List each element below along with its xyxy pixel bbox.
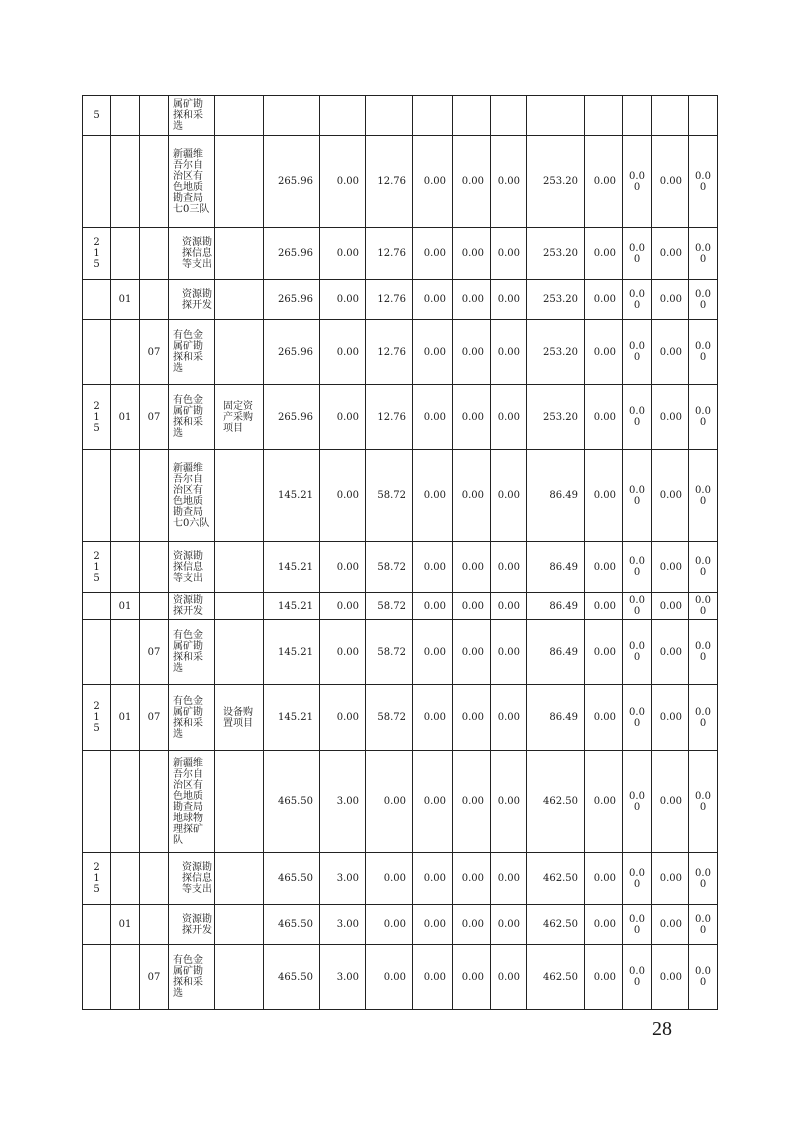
project-type-cell [215, 905, 264, 945]
amount-cell: 0.00 [652, 751, 689, 853]
item-code-cell [140, 593, 169, 620]
amount-cell: 0.00 [652, 450, 689, 542]
amount-cell: 0.00 [491, 542, 527, 593]
amount-cell: 0.00 [491, 751, 527, 853]
table-row [83, 751, 718, 853]
amount-cell: 0.00 [366, 751, 413, 853]
amount-cell: 0.00 [320, 542, 366, 593]
amount-cell: 0.00 [453, 593, 491, 620]
project-type-cell [215, 593, 264, 620]
amount-cell: 86.49 [527, 450, 585, 542]
amount-cell [491, 96, 527, 136]
amount-cell: 0.00 [453, 385, 491, 450]
amount-cell: 86.49 [527, 542, 585, 593]
total-cell: 145.21 [264, 685, 320, 751]
amount-cell: 0.00 [585, 385, 623, 450]
amount-cell: 58.72 [366, 620, 413, 685]
project-type-cell [215, 620, 264, 685]
amount-cell: 0.00 [491, 136, 527, 228]
amount-cell: 0.00 [689, 905, 718, 945]
amount-cell [689, 96, 718, 136]
amount-cell: 0.00 [652, 136, 689, 228]
amount-cell: 0.00 [623, 320, 652, 385]
project-type-cell: 设备购置项目 [215, 685, 264, 751]
amount-cell [366, 96, 413, 136]
amount-cell: 0.00 [413, 280, 453, 320]
amount-cell: 0.00 [623, 853, 652, 905]
amount-cell: 253.20 [527, 228, 585, 280]
amount-cell: 0.00 [652, 620, 689, 685]
amount-cell: 0.00 [413, 853, 453, 905]
amount-cell: 0.00 [689, 385, 718, 450]
total-cell: 145.21 [264, 542, 320, 593]
amount-cell: 0.00 [623, 751, 652, 853]
total-cell: 465.50 [264, 751, 320, 853]
project-type-cell [215, 280, 264, 320]
category-code-cell: 01 [111, 593, 140, 620]
amount-cell: 12.76 [366, 136, 413, 228]
subject-name-cell: 有色金属矿勘探和采选 [169, 945, 215, 1010]
amount-cell: 0.00 [623, 593, 652, 620]
amount-cell: 0.00 [491, 320, 527, 385]
item-code-cell [140, 136, 169, 228]
amount-cell: 0.00 [413, 593, 453, 620]
project-type-cell [215, 542, 264, 593]
class-code-cell [83, 136, 111, 228]
amount-cell [527, 96, 585, 136]
item-code-cell [140, 228, 169, 280]
subject-name-cell: 资源勘探信息等支出 [169, 228, 215, 280]
amount-cell: 253.20 [527, 385, 585, 450]
amount-cell: 0.00 [453, 450, 491, 542]
table-row [83, 280, 718, 320]
total-cell [264, 96, 320, 136]
amount-cell: 0.00 [652, 228, 689, 280]
amount-cell: 12.76 [366, 228, 413, 280]
amount-cell: 12.76 [366, 320, 413, 385]
item-code-cell [140, 450, 169, 542]
amount-cell: 0.00 [320, 620, 366, 685]
item-code-cell [140, 280, 169, 320]
amount-cell: 0.00 [689, 280, 718, 320]
amount-cell: 0.00 [320, 280, 366, 320]
budget-table [82, 95, 718, 1010]
amount-cell: 0.00 [585, 945, 623, 1010]
amount-cell: 0.00 [453, 620, 491, 685]
amount-cell: 0.00 [491, 593, 527, 620]
amount-cell: 0.00 [689, 320, 718, 385]
amount-cell: 253.20 [527, 136, 585, 228]
amount-cell: 0.00 [366, 945, 413, 1010]
amount-cell [652, 96, 689, 136]
class-code-cell: 215 [83, 228, 111, 280]
amount-cell: 0.00 [585, 620, 623, 685]
class-code-cell [83, 280, 111, 320]
amount-cell: 0.00 [623, 228, 652, 280]
page-number: 28 [652, 1018, 672, 1040]
amount-cell: 0.00 [413, 450, 453, 542]
category-code-cell: 01 [111, 280, 140, 320]
total-cell: 265.96 [264, 280, 320, 320]
class-code-cell: 215 [83, 385, 111, 450]
amount-cell: 462.50 [527, 945, 585, 1010]
amount-cell: 0.00 [623, 542, 652, 593]
amount-cell: 0.00 [689, 450, 718, 542]
subject-name-cell: 新疆维吾尔自治区有色地质勘查局地球物理探矿队 [169, 751, 215, 853]
amount-cell: 0.00 [366, 853, 413, 905]
project-type-cell [215, 945, 264, 1010]
class-code-cell [83, 945, 111, 1010]
amount-cell: 0.00 [652, 685, 689, 751]
amount-cell: 12.76 [366, 385, 413, 450]
amount-cell: 3.00 [320, 853, 366, 905]
subject-name-cell: 资源勘探信息等支出 [169, 853, 215, 905]
table-row [83, 320, 718, 385]
table-row [83, 593, 718, 620]
total-cell: 145.21 [264, 620, 320, 685]
item-code-cell: 07 [140, 685, 169, 751]
amount-cell: 0.00 [689, 751, 718, 853]
amount-cell: 0.00 [453, 136, 491, 228]
subject-name-cell: 资源勘探开发 [169, 905, 215, 945]
category-code-cell [111, 751, 140, 853]
category-code-cell [111, 542, 140, 593]
amount-cell [585, 96, 623, 136]
category-code-cell [111, 945, 140, 1010]
category-code-cell: 01 [111, 685, 140, 751]
amount-cell: 0.00 [491, 945, 527, 1010]
amount-cell: 0.00 [689, 136, 718, 228]
amount-cell: 0.00 [689, 620, 718, 685]
amount-cell [453, 96, 491, 136]
amount-cell: 0.00 [413, 228, 453, 280]
total-cell: 265.96 [264, 136, 320, 228]
amount-cell: 0.00 [491, 685, 527, 751]
amount-cell [623, 96, 652, 136]
project-type-cell [215, 853, 264, 905]
amount-cell: 0.00 [413, 620, 453, 685]
amount-cell: 0.00 [585, 320, 623, 385]
amount-cell: 0.00 [623, 450, 652, 542]
amount-cell: 0.00 [320, 228, 366, 280]
amount-cell: 0.00 [320, 320, 366, 385]
amount-cell: 0.00 [491, 280, 527, 320]
amount-cell: 0.00 [585, 228, 623, 280]
amount-cell: 3.00 [320, 751, 366, 853]
subject-name-cell: 有色金属矿勘探和采选 [169, 320, 215, 385]
table-row [83, 450, 718, 542]
amount-cell: 0.00 [585, 853, 623, 905]
table-row [83, 228, 718, 280]
item-code-cell [140, 905, 169, 945]
project-type-cell [215, 450, 264, 542]
amount-cell [320, 96, 366, 136]
amount-cell: 0.00 [491, 385, 527, 450]
total-cell: 465.50 [264, 853, 320, 905]
amount-cell: 0.00 [652, 542, 689, 593]
item-code-cell: 07 [140, 320, 169, 385]
amount-cell: 0.00 [320, 385, 366, 450]
amount-cell: 0.00 [413, 945, 453, 1010]
subject-name-cell: 资源勘探开发 [169, 280, 215, 320]
class-code-cell [83, 751, 111, 853]
project-type-cell [215, 751, 264, 853]
amount-cell: 0.00 [652, 593, 689, 620]
amount-cell: 0.00 [623, 620, 652, 685]
amount-cell: 0.00 [320, 593, 366, 620]
amount-cell: 0.00 [453, 685, 491, 751]
category-code-cell: 01 [111, 905, 140, 945]
project-type-cell [215, 96, 264, 136]
amount-cell: 0.00 [366, 905, 413, 945]
subject-name-cell: 新疆维吾尔自治区有色地质勘查局七0三队 [169, 136, 215, 228]
amount-cell: 0.00 [585, 450, 623, 542]
class-code-cell: 215 [83, 542, 111, 593]
amount-cell: 86.49 [527, 593, 585, 620]
amount-cell: 0.00 [585, 593, 623, 620]
amount-cell: 0.00 [623, 905, 652, 945]
total-cell: 265.96 [264, 320, 320, 385]
class-code-cell [83, 620, 111, 685]
amount-cell: 0.00 [652, 905, 689, 945]
table-row [83, 620, 718, 685]
amount-cell: 462.50 [527, 905, 585, 945]
amount-cell: 0.00 [453, 945, 491, 1010]
amount-cell: 58.72 [366, 593, 413, 620]
table-row [83, 385, 718, 450]
category-code-cell [111, 853, 140, 905]
amount-cell: 0.00 [413, 320, 453, 385]
table-row [83, 685, 718, 751]
amount-cell: 0.00 [623, 136, 652, 228]
amount-cell: 0.00 [491, 228, 527, 280]
class-code-cell: 5 [83, 96, 111, 136]
class-code-cell: 215 [83, 853, 111, 905]
total-cell: 465.50 [264, 905, 320, 945]
amount-cell: 0.00 [320, 136, 366, 228]
amount-cell [413, 96, 453, 136]
amount-cell: 0.00 [623, 945, 652, 1010]
project-type-cell: 固定资产采购项目 [215, 385, 264, 450]
amount-cell: 0.00 [413, 905, 453, 945]
category-code-cell [111, 96, 140, 136]
amount-cell: 0.00 [453, 751, 491, 853]
amount-cell: 0.00 [320, 450, 366, 542]
amount-cell: 0.00 [320, 685, 366, 751]
amount-cell: 0.00 [453, 228, 491, 280]
table-row [83, 945, 718, 1010]
item-code-cell [140, 853, 169, 905]
class-code-cell: 215 [83, 685, 111, 751]
item-code-cell [140, 96, 169, 136]
amount-cell: 0.00 [689, 542, 718, 593]
amount-cell: 0.00 [623, 280, 652, 320]
amount-cell: 0.00 [585, 280, 623, 320]
amount-cell: 253.20 [527, 320, 585, 385]
amount-cell: 0.00 [413, 136, 453, 228]
amount-cell: 0.00 [453, 905, 491, 945]
table-row [83, 96, 718, 136]
item-code-cell: 07 [140, 385, 169, 450]
amount-cell: 0.00 [652, 385, 689, 450]
amount-cell: 0.00 [585, 751, 623, 853]
amount-cell: 0.00 [413, 542, 453, 593]
amount-cell: 58.72 [366, 450, 413, 542]
amount-cell: 0.00 [413, 685, 453, 751]
subject-name-cell: 有色金属矿勘探和采选 [169, 620, 215, 685]
amount-cell: 0.00 [491, 853, 527, 905]
amount-cell: 253.20 [527, 280, 585, 320]
table-row [83, 136, 718, 228]
subject-name-cell: 有色金属矿勘探和采选 [169, 385, 215, 450]
amount-cell: 0.00 [585, 136, 623, 228]
amount-cell: 0.00 [491, 905, 527, 945]
item-code-cell: 07 [140, 945, 169, 1010]
amount-cell: 86.49 [527, 685, 585, 751]
amount-cell: 0.00 [585, 905, 623, 945]
category-code-cell [111, 450, 140, 542]
category-code-cell [111, 228, 140, 280]
class-code-cell [83, 593, 111, 620]
category-code-cell [111, 620, 140, 685]
amount-cell: 0.00 [689, 593, 718, 620]
amount-cell: 0.00 [453, 542, 491, 593]
amount-cell: 0.00 [652, 945, 689, 1010]
table-row [83, 542, 718, 593]
amount-cell: 12.76 [366, 280, 413, 320]
amount-cell: 0.00 [689, 853, 718, 905]
amount-cell: 0.00 [453, 853, 491, 905]
category-code-cell: 01 [111, 385, 140, 450]
amount-cell: 0.00 [491, 450, 527, 542]
project-type-cell [215, 228, 264, 280]
amount-cell: 58.72 [366, 542, 413, 593]
amount-cell: 0.00 [585, 542, 623, 593]
subject-name-cell: 属矿勘探和采选 [169, 96, 215, 136]
item-code-cell [140, 542, 169, 593]
total-cell: 465.50 [264, 945, 320, 1010]
amount-cell: 0.00 [652, 853, 689, 905]
amount-cell: 0.00 [453, 320, 491, 385]
amount-cell: 0.00 [689, 945, 718, 1010]
amount-cell: 462.50 [527, 853, 585, 905]
amount-cell: 0.00 [453, 280, 491, 320]
amount-cell: 0.00 [491, 620, 527, 685]
category-code-cell [111, 320, 140, 385]
amount-cell: 0.00 [623, 385, 652, 450]
subject-name-cell: 资源勘探开发 [169, 593, 215, 620]
table-row [83, 905, 718, 945]
class-code-cell [83, 905, 111, 945]
total-cell: 145.21 [264, 593, 320, 620]
amount-cell: 58.72 [366, 685, 413, 751]
class-code-cell [83, 320, 111, 385]
total-cell: 265.96 [264, 385, 320, 450]
item-code-cell [140, 751, 169, 853]
total-cell: 265.96 [264, 228, 320, 280]
category-code-cell [111, 136, 140, 228]
amount-cell: 86.49 [527, 620, 585, 685]
amount-cell: 462.50 [527, 751, 585, 853]
project-type-cell [215, 136, 264, 228]
amount-cell: 3.00 [320, 945, 366, 1010]
class-code-cell [83, 450, 111, 542]
amount-cell: 0.00 [585, 685, 623, 751]
amount-cell: 0.00 [413, 751, 453, 853]
amount-cell: 0.00 [623, 685, 652, 751]
amount-cell: 3.00 [320, 905, 366, 945]
subject-name-cell: 新疆维吾尔自治区有色地质勘查局七0六队 [169, 450, 215, 542]
project-type-cell [215, 320, 264, 385]
subject-name-cell: 资源勘探信息等支出 [169, 542, 215, 593]
table-row [83, 853, 718, 905]
amount-cell: 0.00 [689, 685, 718, 751]
total-cell: 145.21 [264, 450, 320, 542]
amount-cell: 0.00 [413, 385, 453, 450]
amount-cell: 0.00 [652, 320, 689, 385]
item-code-cell: 07 [140, 620, 169, 685]
amount-cell: 0.00 [689, 228, 718, 280]
amount-cell: 0.00 [652, 280, 689, 320]
subject-name-cell: 有色金属矿勘探和采选 [169, 685, 215, 751]
